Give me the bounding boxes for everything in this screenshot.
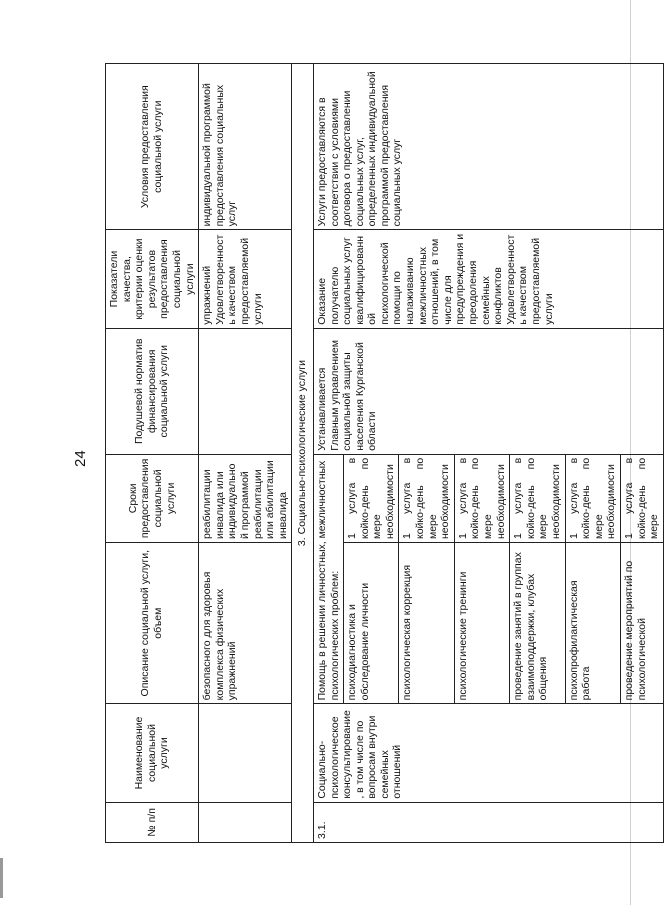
header-num: № п/п <box>106 802 199 842</box>
continuation-row <box>199 64 292 843</box>
service-intro: Помощь в решении личностных, межличностных психологических проблем: <box>313 454 343 704</box>
header-name: Наименование социальной услуги <box>106 704 199 802</box>
cont-terms: реабилитации инвалида или индивидуальной программой реабилитации или абилитации инвалида <box>199 454 292 542</box>
cont-description: безопасного для здоровья комплекса физических упражнений <box>199 543 292 704</box>
section-row <box>292 64 314 843</box>
cell-empty <box>199 328 292 454</box>
item-frequency: 1 услуга в койко-день по мере необходимости <box>344 454 399 542</box>
table-row <box>313 64 343 843</box>
item-description: проведение занятий в группах взаимоподдержки, клубах общения <box>510 543 565 704</box>
page-number: 24 <box>72 450 89 467</box>
item-frequency: 1 услуга в койко-день по мере необходимости <box>510 454 565 542</box>
item-description: психодиагностика и обследование личности <box>344 543 399 704</box>
header-conditions: Условия предоставления социальной услуги <box>106 64 199 230</box>
header-indicators: Показатели качества, критерии оценки результатов предоставления социальной услуги <box>106 230 199 328</box>
row-num: 3.1. <box>313 802 663 842</box>
item-description: проведение мероприятий по психологической <box>620 543 663 704</box>
service-indicators: Оказание получателю социальных услуг квалифицированной психологической помощи по налаживанию межличностных отношений, в том числе для предупреждения и преодоления семейных конфликтов Удовлетворенность качеством предоставляемой услуги <box>313 230 663 328</box>
item-frequency: 1 услуга в койко-день по мере необходимости <box>565 454 620 542</box>
item-frequency: 1 услуга в койко-день по мере необходимости <box>454 454 509 542</box>
header-row <box>106 64 199 843</box>
header-description: Описание социальной услуги, объем <box>106 543 199 704</box>
cell-empty <box>199 802 292 842</box>
header-norm: Подушевой норматив финансирования социальной услуги <box>106 328 199 454</box>
header-terms: Сроки предоставления социальной услуги <box>106 454 199 542</box>
item-description: психопрофилактическая работа <box>565 543 620 704</box>
cell-empty <box>199 704 292 802</box>
item-frequency: 1 услуга в койко-день по мере <box>620 454 663 542</box>
cont-conditions: индивидуальной программой предоставления социальных услуг <box>199 64 292 230</box>
service-name: Социально-психологическое консультирование, в том числе по вопросам внутри семейных отношений <box>313 704 663 802</box>
cont-indicators: упражнений Удовлетворенность качеством предоставляемой услуги <box>199 230 292 328</box>
service-conditions: Услуги предоставляются в соответствии с условиями договора о предоставлении социальных услуг, определенных индивидуальной программой предоставления социальных услуг <box>313 64 663 230</box>
social-services-table <box>105 63 664 843</box>
item-description: психологические тренинги <box>454 543 509 704</box>
item-frequency: 1 услуга в койко-день по мере необходимости <box>399 454 454 542</box>
service-norm: Устанавливается Главным управлением социальной защиты населения Курганской области <box>313 328 663 454</box>
item-description: психологическая коррекция <box>399 543 454 704</box>
section-title: 3. Социально-психологические услуги <box>292 64 314 843</box>
